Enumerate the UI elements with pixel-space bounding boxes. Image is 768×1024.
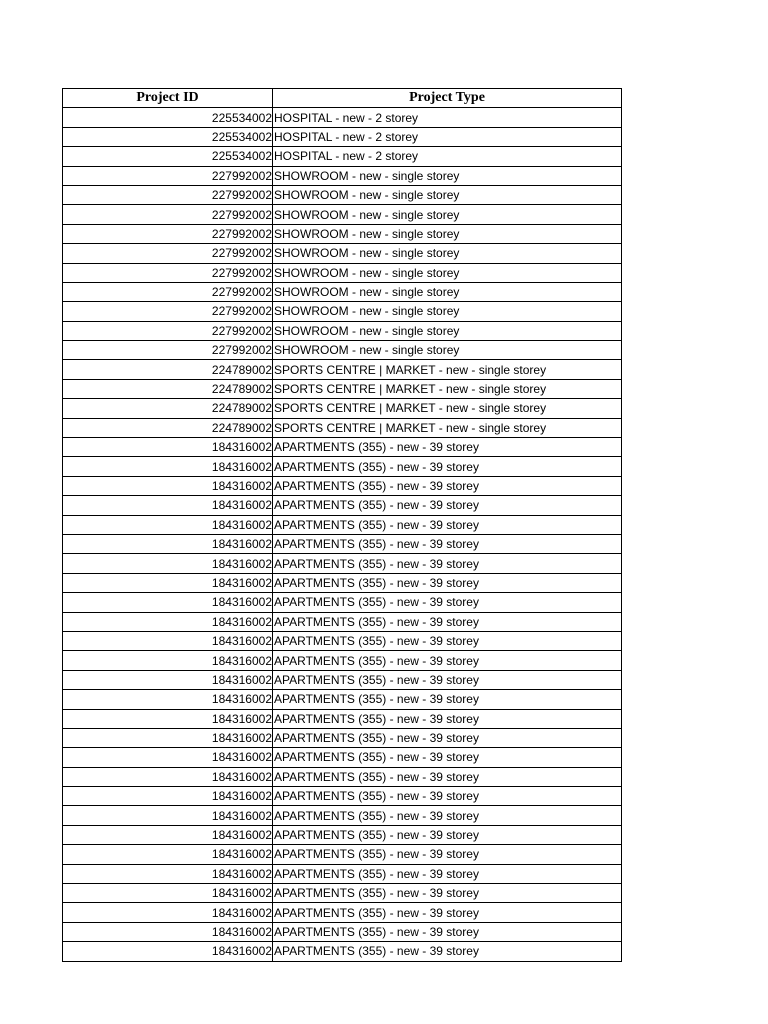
table-row (63, 709, 622, 728)
table-row (63, 438, 622, 457)
table-row (63, 670, 622, 689)
project-type-cell[interactable]: APARTMENTS (355) - new - 39 storey (273, 806, 622, 825)
project-type-cell[interactable]: SHOWROOM - new - single storey (273, 244, 622, 263)
project-type-cell[interactable]: SHOWROOM - new - single storey (273, 341, 622, 360)
project-id-cell[interactable]: 184316002 (63, 903, 273, 922)
header-row (63, 89, 622, 108)
project-id-cell[interactable]: 225534002 (63, 127, 273, 146)
project-type-cell[interactable]: APARTMENTS (355) - new - 39 storey (273, 884, 622, 903)
table-row (63, 534, 622, 553)
table-row (63, 224, 622, 243)
table-row (63, 593, 622, 612)
table-body (63, 108, 622, 961)
project-type-cell[interactable]: SHOWROOM - new - single storey (273, 263, 622, 282)
project-type-cell[interactable]: APARTMENTS (355) - new - 39 storey (273, 457, 622, 476)
project-type-cell[interactable]: SHOWROOM - new - single storey (273, 302, 622, 321)
project-type-cell[interactable]: HOSPITAL - new - 2 storey (273, 147, 622, 166)
project-id-cell[interactable]: 227992002 (63, 302, 273, 321)
table-row (63, 825, 622, 844)
project-id-cell[interactable]: 184316002 (63, 709, 273, 728)
project-id-cell[interactable]: 184316002 (63, 612, 273, 631)
project-type-cell[interactable]: SPORTS CENTRE | MARKET - new - single storey (273, 360, 622, 379)
column-header-project-type: Project Type (273, 89, 622, 108)
table-row (63, 399, 622, 418)
project-type-cell[interactable]: SPORTS CENTRE | MARKET - new - single storey (273, 399, 622, 418)
project-type-cell[interactable]: APARTMENTS (355) - new - 39 storey (273, 709, 622, 728)
table-row (63, 864, 622, 883)
table-row (63, 108, 622, 127)
table-row (63, 787, 622, 806)
table-row (63, 360, 622, 379)
project-type-cell[interactable]: HOSPITAL - new - 2 storey (273, 108, 622, 127)
table-row (63, 767, 622, 786)
project-type-cell[interactable]: APARTMENTS (355) - new - 39 storey (273, 612, 622, 631)
project-id-cell[interactable]: 184316002 (63, 884, 273, 903)
project-id-cell[interactable]: 227992002 (63, 166, 273, 185)
table-row (63, 321, 622, 340)
project-type-cell[interactable]: APARTMENTS (355) - new - 39 storey (273, 845, 622, 864)
project-type-cell[interactable]: APARTMENTS (355) - new - 39 storey (273, 573, 622, 592)
project-type-cell[interactable]: APARTMENTS (355) - new - 39 storey (273, 922, 622, 941)
table-row (63, 476, 622, 495)
project-id-cell[interactable]: 227992002 (63, 263, 273, 282)
project-type-cell[interactable]: APARTMENTS (355) - new - 39 storey (273, 554, 622, 573)
project-id-cell[interactable]: 184316002 (63, 554, 273, 573)
project-id-cell[interactable]: 184316002 (63, 515, 273, 534)
project-id-cell[interactable]: 184316002 (63, 457, 273, 476)
table-row (63, 418, 622, 437)
table-row (63, 903, 622, 922)
project-type-cell[interactable]: SHOWROOM - new - single storey (273, 282, 622, 301)
table-row (63, 302, 622, 321)
project-table (62, 88, 622, 962)
table-row (63, 748, 622, 767)
project-id-cell[interactable]: 184316002 (63, 476, 273, 495)
table-row (63, 690, 622, 709)
project-type-cell[interactable]: APARTMENTS (355) - new - 39 storey (273, 728, 622, 747)
project-type-cell[interactable]: HOSPITAL - new - 2 storey (273, 127, 622, 146)
table-row (63, 282, 622, 301)
project-type-cell[interactable]: SHOWROOM - new - single storey (273, 321, 622, 340)
project-type-cell[interactable]: SPORTS CENTRE | MARKET - new - single storey (273, 379, 622, 398)
table-row (63, 341, 622, 360)
project-id-cell[interactable]: 184316002 (63, 631, 273, 650)
table-row (63, 166, 622, 185)
project-id-cell[interactable]: 184316002 (63, 651, 273, 670)
table-row (63, 147, 622, 166)
project-type-cell[interactable]: APARTMENTS (355) - new - 39 storey (273, 438, 622, 457)
table-row (63, 942, 622, 961)
table-row (63, 244, 622, 263)
table-row (63, 612, 622, 631)
project-type-cell[interactable]: APARTMENTS (355) - new - 39 storey (273, 670, 622, 689)
project-id-cell[interactable]: 184316002 (63, 767, 273, 786)
project-type-cell[interactable]: APARTMENTS (355) - new - 39 storey (273, 864, 622, 883)
project-id-cell[interactable]: 184316002 (63, 806, 273, 825)
table-row (63, 457, 622, 476)
project-id-cell[interactable]: 184316002 (63, 728, 273, 747)
project-type-cell[interactable]: APARTMENTS (355) - new - 39 storey (273, 496, 622, 515)
table-row (63, 205, 622, 224)
project-id-cell[interactable]: 184316002 (63, 864, 273, 883)
project-type-cell[interactable]: APARTMENTS (355) - new - 39 storey (273, 476, 622, 495)
project-id-cell[interactable]: 184316002 (63, 845, 273, 864)
table-row (63, 127, 622, 146)
project-id-cell[interactable]: 184316002 (63, 787, 273, 806)
project-type-cell[interactable]: APARTMENTS (355) - new - 39 storey (273, 825, 622, 844)
table-row (63, 806, 622, 825)
table-row (63, 845, 622, 864)
table-row (63, 631, 622, 650)
table-row (63, 884, 622, 903)
project-id-cell[interactable]: 227992002 (63, 341, 273, 360)
project-id-cell[interactable]: 227992002 (63, 205, 273, 224)
project-id-cell[interactable]: 224789002 (63, 360, 273, 379)
project-id-cell[interactable]: 184316002 (63, 534, 273, 553)
project-type-cell[interactable]: APARTMENTS (355) - new - 39 storey (273, 903, 622, 922)
project-type-cell[interactable]: APARTMENTS (355) - new - 39 storey (273, 690, 622, 709)
project-id-cell[interactable]: 184316002 (63, 593, 273, 612)
project-id-cell[interactable]: 184316002 (63, 573, 273, 592)
table-row (63, 728, 622, 747)
column-header-project-id: Project ID (63, 89, 273, 108)
project-id-cell[interactable]: 184316002 (63, 942, 273, 961)
project-id-cell[interactable]: 227992002 (63, 321, 273, 340)
project-id-cell[interactable]: 227992002 (63, 185, 273, 204)
table-row (63, 573, 622, 592)
project-id-cell[interactable]: 224789002 (63, 379, 273, 398)
project-type-cell[interactable]: APARTMENTS (355) - new - 39 storey (273, 651, 622, 670)
project-id-cell[interactable]: 227992002 (63, 224, 273, 243)
project-id-cell[interactable]: 184316002 (63, 670, 273, 689)
project-type-cell[interactable]: APARTMENTS (355) - new - 39 storey (273, 593, 622, 612)
project-id-cell[interactable]: 184316002 (63, 922, 273, 941)
project-id-cell[interactable]: 224789002 (63, 399, 273, 418)
table-row (63, 496, 622, 515)
project-id-cell[interactable]: 184316002 (63, 690, 273, 709)
project-type-cell[interactable]: SHOWROOM - new - single storey (273, 185, 622, 204)
table-row (63, 922, 622, 941)
project-type-cell[interactable]: APARTMENTS (355) - new - 39 storey (273, 942, 622, 961)
table-row (63, 515, 622, 534)
table-row (63, 554, 622, 573)
project-id-cell[interactable]: 225534002 (63, 108, 273, 127)
spreadsheet-sheet (62, 88, 621, 962)
project-id-cell[interactable]: 184316002 (63, 825, 273, 844)
project-id-cell[interactable]: 225534002 (63, 147, 273, 166)
project-id-cell[interactable]: 224789002 (63, 418, 273, 437)
project-type-cell[interactable]: SHOWROOM - new - single storey (273, 205, 622, 224)
project-id-cell[interactable]: 227992002 (63, 244, 273, 263)
table-row (63, 651, 622, 670)
table-row (63, 379, 622, 398)
project-type-cell[interactable]: APARTMENTS (355) - new - 39 storey (273, 534, 622, 553)
project-id-cell[interactable]: 184316002 (63, 496, 273, 515)
project-type-cell[interactable]: SPORTS CENTRE | MARKET - new - single storey (273, 418, 622, 437)
project-type-cell[interactable]: APARTMENTS (355) - new - 39 storey (273, 515, 622, 534)
project-id-cell[interactable]: 184316002 (63, 748, 273, 767)
table-header (63, 89, 622, 108)
project-id-cell[interactable]: 227992002 (63, 282, 273, 301)
project-type-cell[interactable]: APARTMENTS (355) - new - 39 storey (273, 631, 622, 650)
project-type-cell[interactable]: APARTMENTS (355) - new - 39 storey (273, 748, 622, 767)
project-type-cell[interactable]: SHOWROOM - new - single storey (273, 224, 622, 243)
table-row (63, 185, 622, 204)
project-type-cell[interactable]: APARTMENTS (355) - new - 39 storey (273, 787, 622, 806)
project-type-cell[interactable]: SHOWROOM - new - single storey (273, 166, 622, 185)
table-row (63, 263, 622, 282)
project-id-cell[interactable]: 184316002 (63, 438, 273, 457)
project-type-cell[interactable]: APARTMENTS (355) - new - 39 storey (273, 767, 622, 786)
